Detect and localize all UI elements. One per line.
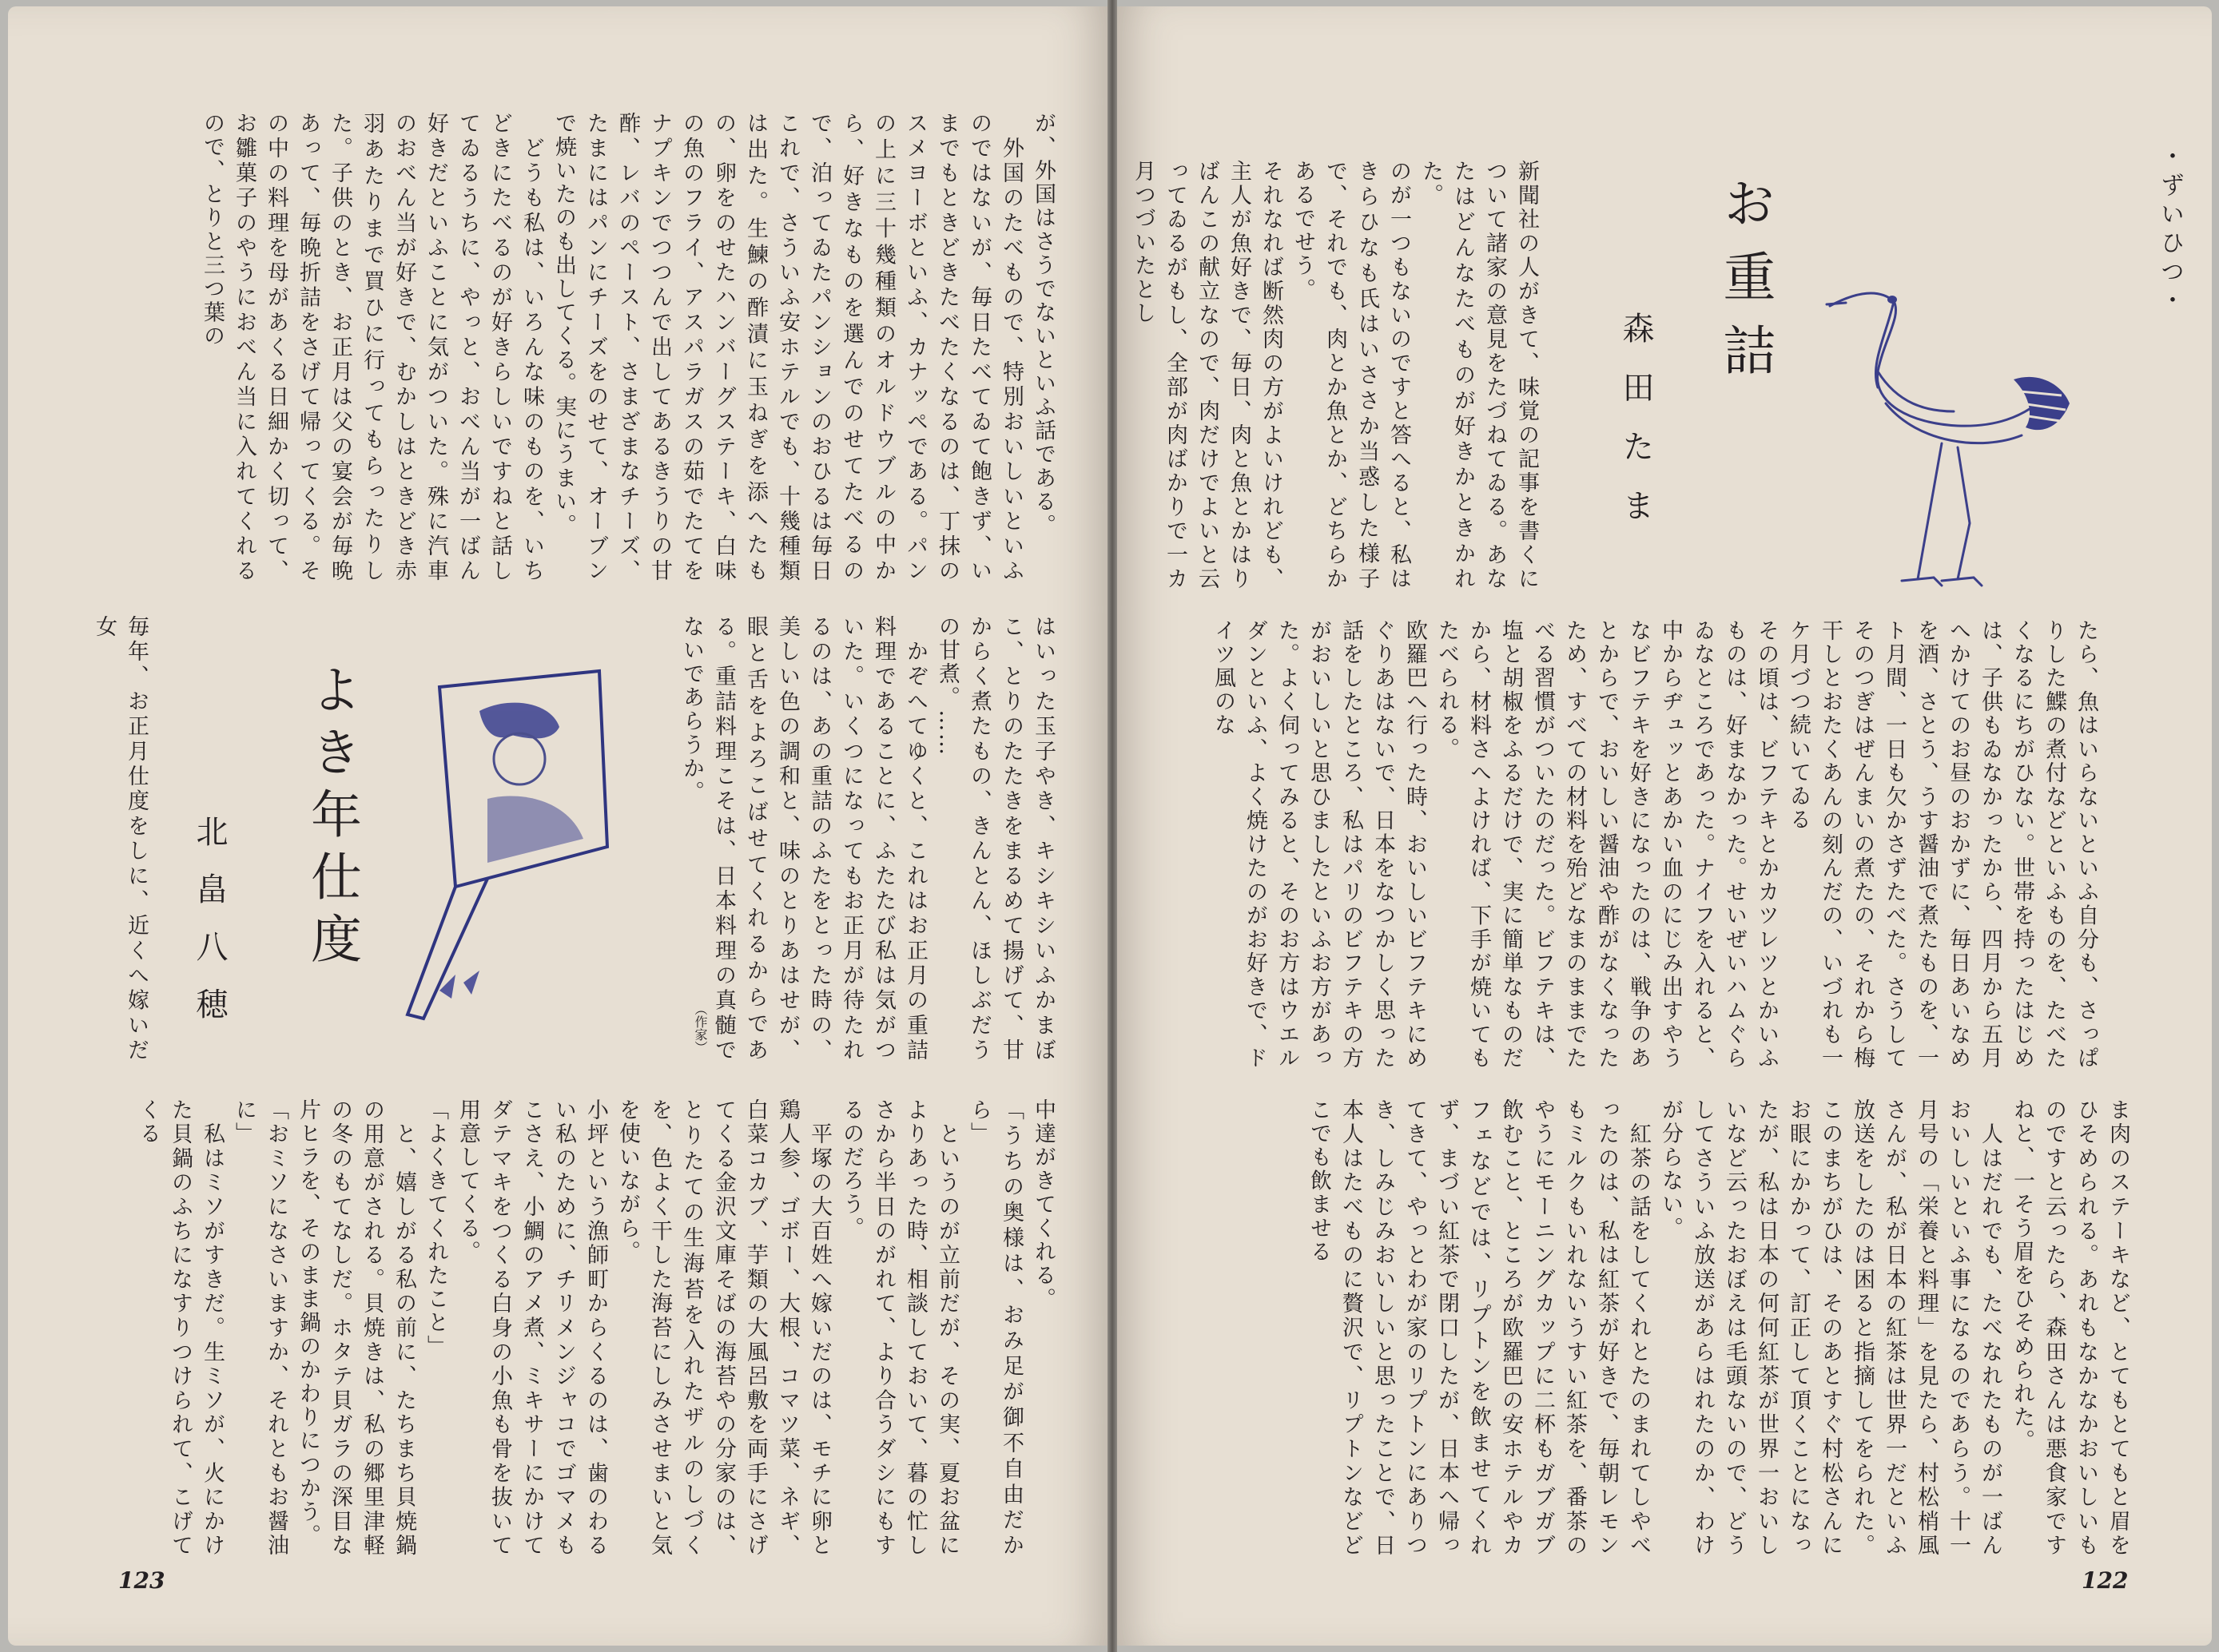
- essay-one-author: 森田たま: [1617, 312, 1654, 548]
- essay-two-intro: 毎年、お正月仕度をしに、近くへ嫁いだ女: [92, 615, 149, 1062]
- essay-one-continued-column: が、外国はさうでないといふ話である。 外国のたべもので、特別おいしいといふのではないが、毎日たべてゐて飽きず、いまでもときどきたべたくなるのは、丁抹のスメヨーボといふ、カナッペである。パンの上に三十幾種類のオルドウブルの中から、好きなものを選んでのせてたべるので、泊ってゐたパンションのおひるは毎日これで、さういふ安ホテルでも、十幾種類は出た。生鰊の酢漬に玉ねぎを添へたもの、卵をのせたハンバーグステーキ、白味の魚のフライ、アスパラガスの茹でたてをナプキンでつつんで出してあるきうりの甘酢、レバのペースト、さまざまなチーズ、たまにはパンにチーズをのせて、オーブンで焼いたのも出してくる。実にうまい。 どうも私は、いろんな味のものを、いちどきにたべるのが好きらしいですねと話してゐるうちに、やっと、おべん当が一ばん好きだといふことに気がついた。殊に汽車のおべん当が好きで、むかしはときどき赤羽あたりまで買ひに行ってもらったりした。子供のとき、お正月は父の宴会が毎晩あって、毎晩折詰をさげて帰ってくる。その中の料理を母があくる日細かく切って、お雛菓子のやうにおべん当に入れてくれるので、とりと三つ葉の: [200, 112, 1056, 583]
- essay-one-paragraph: たら、魚はいらないといふ自分も、さっぱりした鰈の煮付などといふものを、たべたくなるにちがひない。世帯を持ったはじめは、子供もゐなかったから、四月から五月へかけてのお昼のおかずに、毎日あいなめを酒、さとう、うす醤油で煮たものを、一ト月間、一日も欠かさずたべた。さうしてそのつぎはぜんまいの煮たの、それから梅干しとおたくあんの刻んだの、いづれも一ケ月づつ続いてゐる: [1786, 619, 2098, 1070]
- series-label: ・ずいひつ・: [2156, 144, 2184, 316]
- essay-two-title: よき年仕度: [302, 663, 361, 975]
- essay-one-title: お重詰: [1714, 176, 1776, 396]
- page-number-left: 123: [118, 1567, 165, 1594]
- essay-one-closing-column: はいった玉子やき、キシキシいふかまぼこ、とりのたたきをまるめて揚げて、甘からく煮たもの、きんとん、ほしぶだうの甘煮。…… かぞへてゆくと、これはお正月の重詰料理であることに、ふたたび私は気がついた。いくつになってもお正月が待たれるのは、あの重詰のふたをとった時の、美しい色の調和と、味のとりあはせが、眼と舌をよろこばせてくれるからである。重詰料理こそは、日本料理の真髄でないであらうか。: [679, 615, 1056, 1062]
- essay-one-lower-column: ま肉のステーキなど、とてもとてもと眉をひそめられる。あれもなかなかおいしいものですと云ったら、森田さんは悪食家ですねと、一そう眉をひそめられた。 人はだれでも、たべなれたものが一ばんおいしいといふ事になるのであらう。十一月号の「栄養と料理」を見たら、村松梢風さんが、私が日本の紅茶は世界一だといふ放送をしたのは困ると指摘してをられた。このまちがひは、そのあとすぐ村松さんにお眼にかかって、訂正して頂くことになったが、私は日本の何何紅茶が世界一おいしいなど云ったおぼえは毛頭ないので、どうしてさういふ放送があらはれたのか、わけが分らない。 紅茶の話をしてくれとたのまれてしやべったのは、私は紅茶が好きで、毎朝レモンもミルクもいれないうすい紅茶を、番茶のやうにモーニングカップに二杯もガブガブ飲むこと、ところが欧羅巴の安ホテルやカフェなどでは、リプトンを飲ませてくれず、まづい紅茶で閉口したが、日本へ帰ってきて、やっとわが家のリプトンにありつき、しみじみおいしいと思ったことで、日本人はたべものに贅沢で、リプトンなどどこでも飲ませる: [1306, 1098, 2130, 1558]
- essay-one-paragraph: のが一つもないのですと答へると、私はきらひなも氏はいささか当惑した様子で、それでも、肉とか魚とか、どちらかあるでせう。: [1290, 160, 1411, 591]
- essay-one-paragraph: それなれば断然肉の方がよいけれども、主人が魚好きで、毎日、肉と魚とかはりばんこの献立なので、肉だけでよいと云ってゐるがもし、全部が肉ばかりで一カ月つづいたとし: [1131, 160, 1283, 591]
- page-number-right: 122: [2082, 1567, 2129, 1594]
- crane-illustration: [1822, 284, 2078, 587]
- author-credit: （作家）: [693, 1003, 708, 1054]
- essay-one-paragraph: 欧羅巴へ行った時、おいしいビフテキにめぐりあはないで、日本をなつかしく思った話をしたところ、私はパリのビフテキの方がおいしいと思ひましたといふお方があった。よく伺ってみると、そのお方はウエルダンといふ、よく焼けたのがお好きで、ドイツ風のな: [1211, 619, 1427, 1070]
- essay-one-paragraph: 新聞社の人がきて、味覚の記事を書くについて諸家の意見をたづねてゐる。あなたはどんなたべものが好きかときかれた。: [1418, 160, 1539, 591]
- essay-one-opening-column: [1131, 160, 1574, 591]
- hagoita-illustration: [392, 655, 631, 1023]
- essay-two-body: 中達がきてくれる。 「うちの奥様は、おみ足が御不自由だから」 というのが立前だが、その実、夏お盆によりあった時、相談しておいて、暮の忙しさから半日のがれて、より合うダシにもするのだろう。 平塚の大百姓へ嫁いだのは、モチに卵と鶏人参、ゴボー、大根、コマツ菜、ネギ、白菜コカブ、芋類の大風呂敷を両手にさげてくる金沢文庫そばの海苔やの分家のは、とりたての生海苔を入れたザルのしづくを、色よく干した海苔にしみさせまいと気を使いながら。 小坪という漁師町からくるのは、歯のわるい私のために、チリメンジャコでゴマメもこさえ、小鯛のアメ煮、ミキサーにかけてダテマキをつくる白身の小魚も骨を抜いて用意してくる。 「よくきてくれたこと」 と、嬉しがる私の前に、たちまち貝焼鍋の用意がされる。貝焼きは、私の郷里津軽の冬のもてなしだ。ホタテ貝ガラの深目な片ヒラを、そのまま鍋のかわりにつかう。 「おミソになさいますか、それともお醤油に」 私はミソがすきだ。生ミソが、火にかけた貝鍋のふちになすりつけられて、こげてくる: [136, 1098, 1056, 1558]
- essay-one-paragraph: その頃は、ビフテキとかカツレツとかいふものは、好まなかった。せいぜいハムぐらゐなところであった。ナイフを入れると、中からヂュッとあかい血のにじみ出すやうなビフテキを好きになったのは、戦争のあとからで、おいしい醤油や酢がなくなったため、すべての材料を殆どなまのままでたべる習慣がついたのだった。ビフテキは、塩と胡椒をふるだけで、実に簡単なものだから、材料さへよければ、下手が焼いてもたべられる。: [1434, 619, 1779, 1070]
- essay-two-author: 北畠八穂: [191, 815, 228, 1045]
- essay-one-middle-column: [1183, 619, 2134, 1070]
